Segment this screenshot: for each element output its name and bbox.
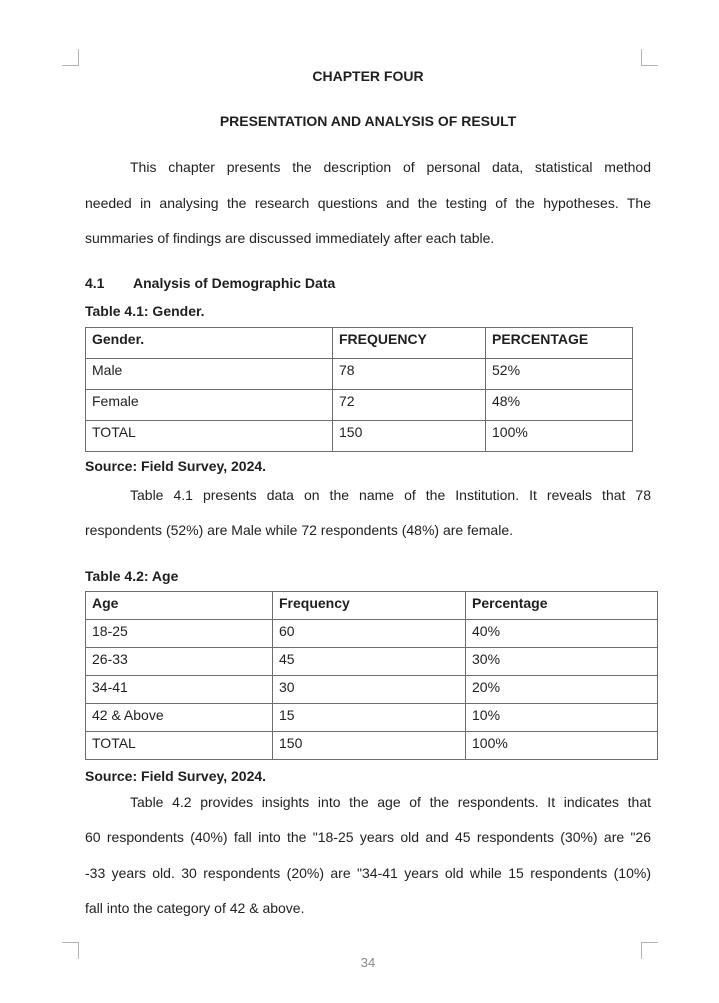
- table-cell: TOTAL: [86, 420, 333, 451]
- table-4-2-analysis-paragraph: [85, 785, 651, 927]
- table-cell: Female: [86, 389, 333, 420]
- table-header-cell: Age: [86, 591, 273, 619]
- table-4-1-analysis-paragraph: [85, 478, 651, 549]
- section-title: Analysis of Demographic Data: [133, 274, 336, 291]
- table-4-2-caption: Table 4.2: Age: [85, 567, 179, 584]
- crop-mark-top-left: [62, 49, 79, 66]
- table-4-1-caption: Table 4.1: Gender.: [85, 302, 205, 319]
- paragraph-line: 60 respondents (40%) fall into the "18-25 years old and 45 respondents (30%) are "26: [85, 829, 651, 845]
- table-header-row: [86, 327, 633, 358]
- table-header-row: [86, 591, 658, 619]
- paragraph-line: Table 4.2 provides insights into the age of the respondents. It indicates that: [130, 793, 651, 810]
- paragraph-line: summaries of findings are discussed immediately after each table.: [85, 230, 495, 246]
- table-cell: 52%: [486, 358, 633, 389]
- table-row: [86, 647, 658, 675]
- intro-paragraph: [85, 150, 651, 257]
- table-row: [86, 358, 633, 389]
- page-content: [85, 0, 651, 927]
- table-cell: Male: [86, 358, 333, 389]
- paragraph-line: -33 years old. 30 respondents (20%) are "34-41 years old while 15 respondents (10%): [85, 864, 651, 881]
- table-cell: 150: [273, 731, 466, 759]
- table-header-cell: Frequency: [273, 591, 466, 619]
- table-header-cell: Percentage: [466, 591, 658, 619]
- table-cell: 60: [273, 619, 466, 647]
- table-cell: 100%: [486, 420, 633, 451]
- age-table: [85, 591, 658, 760]
- table-cell: 45: [273, 647, 466, 675]
- table-cell: 100%: [466, 731, 658, 759]
- page-number: 34: [360, 955, 376, 970]
- table-row: [86, 703, 658, 731]
- paragraph-line: fall into the category of 42 & above.: [85, 900, 305, 916]
- table-cell: TOTAL: [86, 731, 273, 759]
- table-header-cell: FREQUENCY: [333, 327, 486, 358]
- table-cell: 34-41: [86, 675, 273, 703]
- paragraph-line: This chapter presents the description of personal data, statistical method: [130, 159, 651, 175]
- table-row: [86, 619, 658, 647]
- table-header-cell: PERCENTAGE: [486, 327, 633, 358]
- table-cell: 26-33: [86, 647, 273, 675]
- table-row: [86, 731, 658, 759]
- section-number: 4.1: [85, 274, 105, 291]
- chapter-subheading: PRESENTATION AND ANALYSIS OF RESULT: [219, 113, 517, 129]
- crop-mark-bottom-left: [62, 942, 79, 959]
- table-cell: 150: [333, 420, 486, 451]
- table-cell: 78: [333, 358, 486, 389]
- table-cell: 20%: [466, 675, 658, 703]
- paragraph-line: needed in analysing the research questions and the testing of the hypotheses. The: [85, 194, 651, 211]
- table-cell: 30: [273, 675, 466, 703]
- table-4-1-source-note: Source: Field Survey, 2024.: [85, 457, 267, 474]
- table-row: [86, 675, 658, 703]
- table-row: [86, 420, 633, 451]
- table-header-cell: Gender.: [86, 327, 333, 358]
- table-cell: 15: [273, 703, 466, 731]
- section-heading-4-1: [85, 275, 651, 292]
- table-4-2-source-note: Source: Field Survey, 2024.: [85, 767, 267, 784]
- table-cell: 48%: [486, 389, 633, 420]
- table-cell: 30%: [466, 647, 658, 675]
- paragraph-line: Table 4.1 presents data on the name of the Institution. It reveals that 78: [130, 486, 651, 503]
- chapter-heading: CHAPTER FOUR: [312, 68, 424, 84]
- table-cell: 42 & Above: [86, 703, 273, 731]
- table-cell: 72: [333, 389, 486, 420]
- gender-table: [85, 327, 633, 452]
- table-cell: 18-25: [86, 619, 273, 647]
- table-row: [86, 389, 633, 420]
- paragraph-line: respondents (52%) are Male while 72 respondents (48%) are female.: [85, 522, 514, 538]
- table-cell: 10%: [466, 703, 658, 731]
- table-cell: 40%: [466, 619, 658, 647]
